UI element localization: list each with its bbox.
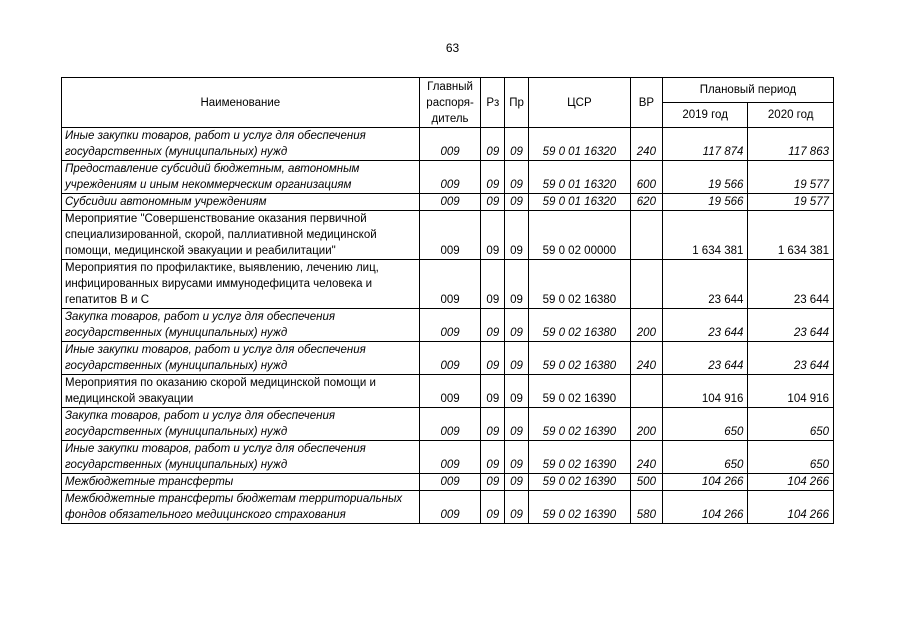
cell-y2019: 104 266 xyxy=(662,491,748,524)
cell-admin: 009 xyxy=(419,408,481,441)
cell-name: Иные закупки товаров, работ и услуг для обеспечения государственных (муниципальных) нужд xyxy=(62,342,420,375)
cell-pr: 09 xyxy=(505,408,529,441)
cell-pr: 09 xyxy=(505,491,529,524)
cell-csr: 59 0 01 16320 xyxy=(528,161,630,194)
cell-csr: 59 0 02 16390 xyxy=(528,441,630,474)
table-row xyxy=(62,342,834,375)
cell-vr xyxy=(630,260,662,309)
cell-rz: 09 xyxy=(481,260,505,309)
cell-name: Мероприятие "Совершенствование оказания первичной специализированной, скорой, паллиативной медицинской помощи, медицинской эвакуации и реабилитации" xyxy=(62,211,420,260)
cell-rz: 09 xyxy=(481,128,505,161)
cell-admin: 009 xyxy=(419,211,481,260)
table-row xyxy=(62,211,834,260)
cell-y2020: 19 577 xyxy=(748,161,834,194)
cell-y2020: 117 863 xyxy=(748,128,834,161)
cell-vr: 200 xyxy=(630,408,662,441)
header-csr: ЦСР xyxy=(528,78,630,128)
cell-csr: 59 0 02 16390 xyxy=(528,491,630,524)
header-rz: Рз xyxy=(481,78,505,128)
table-row xyxy=(62,194,834,211)
cell-vr xyxy=(630,375,662,408)
cell-name: Иные закупки товаров, работ и услуг для обеспечения государственных (муниципальных) нужд xyxy=(62,441,420,474)
header-plan-period: Плановый период xyxy=(662,78,833,103)
cell-y2019: 650 xyxy=(662,408,748,441)
cell-vr: 240 xyxy=(630,128,662,161)
cell-pr: 09 xyxy=(505,441,529,474)
table-body xyxy=(62,128,834,524)
cell-csr: 59 0 02 00000 xyxy=(528,211,630,260)
cell-admin: 009 xyxy=(419,309,481,342)
table-row xyxy=(62,260,834,309)
cell-y2019: 23 644 xyxy=(662,260,748,309)
cell-pr: 09 xyxy=(505,375,529,408)
table-row xyxy=(62,309,834,342)
cell-csr: 59 0 01 16320 xyxy=(528,194,630,211)
cell-pr: 09 xyxy=(505,194,529,211)
cell-y2019: 23 644 xyxy=(662,309,748,342)
cell-name: Закупка товаров, работ и услуг для обеспечения государственных (муниципальных) нужд xyxy=(62,408,420,441)
cell-rz: 09 xyxy=(481,408,505,441)
page-number: 63 xyxy=(445,41,460,55)
cell-rz: 09 xyxy=(481,309,505,342)
cell-y2020: 650 xyxy=(748,441,834,474)
cell-admin: 009 xyxy=(419,491,481,524)
cell-vr: 580 xyxy=(630,491,662,524)
cell-pr: 09 xyxy=(505,128,529,161)
cell-vr: 240 xyxy=(630,441,662,474)
cell-y2019: 1 634 381 xyxy=(662,211,748,260)
cell-y2020: 650 xyxy=(748,408,834,441)
cell-csr: 59 0 02 16380 xyxy=(528,309,630,342)
cell-vr xyxy=(630,211,662,260)
table-row xyxy=(62,474,834,491)
cell-vr: 600 xyxy=(630,161,662,194)
cell-csr: 59 0 02 16380 xyxy=(528,260,630,309)
cell-pr: 09 xyxy=(505,342,529,375)
cell-y2020: 104 266 xyxy=(748,474,834,491)
cell-name: Межбюджетные трансферты бюджетам территориальных фондов обязательного медицинского страхования xyxy=(62,491,420,524)
cell-csr: 59 0 02 16390 xyxy=(528,474,630,491)
header-admin: Главный распоря-дитель xyxy=(419,78,481,128)
cell-y2019: 104 266 xyxy=(662,474,748,491)
cell-admin: 009 xyxy=(419,161,481,194)
header-name: Наименование xyxy=(62,78,420,128)
cell-vr: 620 xyxy=(630,194,662,211)
cell-rz: 09 xyxy=(481,491,505,524)
cell-pr: 09 xyxy=(505,260,529,309)
cell-pr: 09 xyxy=(505,161,529,194)
cell-name: Закупка товаров, работ и услуг для обеспечения государственных (муниципальных) нужд xyxy=(62,309,420,342)
cell-y2020: 104 916 xyxy=(748,375,834,408)
cell-y2020: 23 644 xyxy=(748,342,834,375)
header-vr: ВР xyxy=(630,78,662,128)
cell-y2020: 23 644 xyxy=(748,309,834,342)
cell-rz: 09 xyxy=(481,194,505,211)
cell-pr: 09 xyxy=(505,309,529,342)
cell-admin: 009 xyxy=(419,375,481,408)
table-row xyxy=(62,491,834,524)
table-row xyxy=(62,128,834,161)
cell-y2020: 23 644 xyxy=(748,260,834,309)
cell-name: Мероприятия по профилактике, выявлению, лечению лиц, инфицированных вирусами иммунодефицита человека и гепатитов В и С xyxy=(62,260,420,309)
cell-y2019: 19 566 xyxy=(662,161,748,194)
cell-csr: 59 0 02 16380 xyxy=(528,342,630,375)
header-year-2020: 2020 год xyxy=(748,103,834,128)
cell-y2020: 104 266 xyxy=(748,491,834,524)
table-row xyxy=(62,375,834,408)
cell-vr: 200 xyxy=(630,309,662,342)
cell-y2019: 104 916 xyxy=(662,375,748,408)
cell-name: Субсидии автономным учреждениям xyxy=(62,194,420,211)
cell-y2020: 1 634 381 xyxy=(748,211,834,260)
cell-rz: 09 xyxy=(481,342,505,375)
cell-rz: 09 xyxy=(481,474,505,491)
cell-y2020: 19 577 xyxy=(748,194,834,211)
cell-vr: 500 xyxy=(630,474,662,491)
cell-rz: 09 xyxy=(481,441,505,474)
cell-csr: 59 0 01 16320 xyxy=(528,128,630,161)
cell-pr: 09 xyxy=(505,211,529,260)
cell-admin: 009 xyxy=(419,128,481,161)
cell-csr: 59 0 02 16390 xyxy=(528,375,630,408)
table-row xyxy=(62,441,834,474)
cell-y2019: 23 644 xyxy=(662,342,748,375)
header-year-2019: 2019 год xyxy=(662,103,748,128)
cell-admin: 009 xyxy=(419,194,481,211)
cell-y2019: 117 874 xyxy=(662,128,748,161)
table-row xyxy=(62,161,834,194)
cell-name: Иные закупки товаров, работ и услуг для обеспечения государственных (муниципальных) нужд xyxy=(62,128,420,161)
cell-name: Мероприятия по оказанию скорой медицинской помощи и медицинской эвакуации xyxy=(62,375,420,408)
cell-admin: 009 xyxy=(419,441,481,474)
header-pr: Пр xyxy=(505,78,529,128)
cell-admin: 009 xyxy=(419,342,481,375)
table-row xyxy=(62,408,834,441)
cell-name: Межбюджетные трансферты xyxy=(62,474,420,491)
cell-admin: 009 xyxy=(419,474,481,491)
cell-y2019: 650 xyxy=(662,441,748,474)
cell-y2019: 19 566 xyxy=(662,194,748,211)
cell-rz: 09 xyxy=(481,375,505,408)
cell-rz: 09 xyxy=(481,211,505,260)
cell-vr: 240 xyxy=(630,342,662,375)
cell-admin: 009 xyxy=(419,260,481,309)
cell-name: Предоставление субсидий бюджетным, автономным учреждениям и иным некоммерческим организациям xyxy=(62,161,420,194)
budget-table xyxy=(61,77,834,524)
cell-rz: 09 xyxy=(481,161,505,194)
cell-pr: 09 xyxy=(505,474,529,491)
cell-csr: 59 0 02 16390 xyxy=(528,408,630,441)
